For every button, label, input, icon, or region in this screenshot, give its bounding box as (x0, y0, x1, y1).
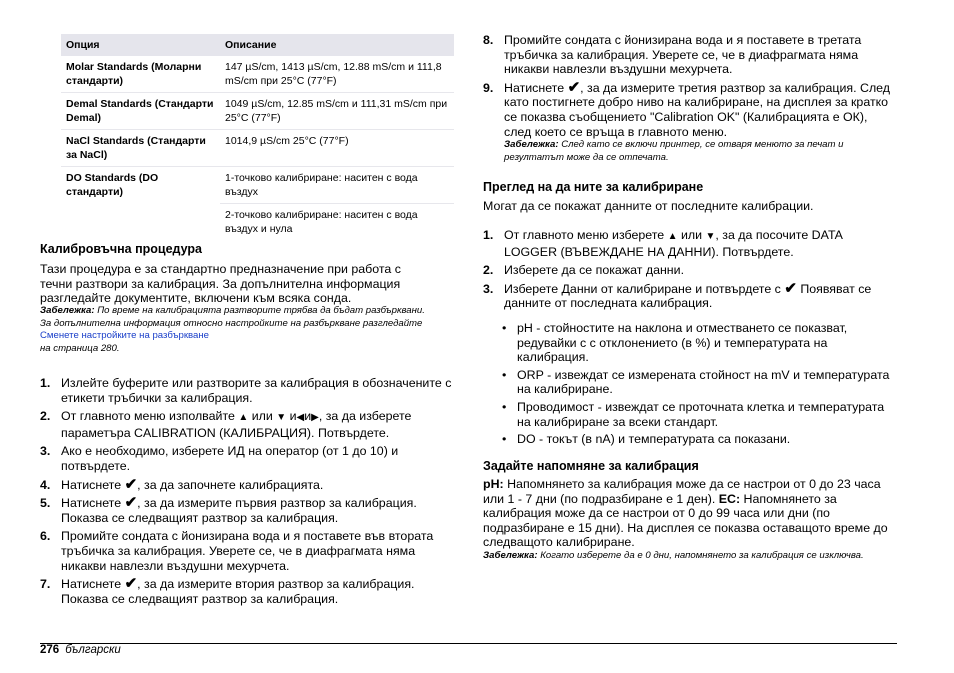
table-header-option: Опция (61, 34, 220, 56)
table-cell-description: 1049 µS/cm, 12.85 mS/cm и 111,31 mS/cm при 25°C (77°F) (220, 93, 454, 130)
arrow-up-icon: ▲ (667, 231, 678, 242)
page-number: 276 (40, 644, 60, 656)
list-item: • DO - токът (в nA) и температурата са показани. (502, 432, 791, 447)
list-item: • Проводимост - извеждат се проточната клетка и температурата на калибриране за всеки стандарт. (502, 399, 885, 429)
review-intro: Могат да се покажат данните от последните калибрации. (483, 199, 814, 213)
note-label: Забележка: (483, 550, 538, 561)
list-item: 7. Натиснете ✔, за да измерите втория разтвор за калибрация. Показва се следващият разтвор за калибрация. (40, 575, 415, 606)
list-item: 9. Натиснете ✔, за да измерите третия разтвор за калибрация. След като постигнете добро ниво на калибриране, на дисплея за кратко се показва съобщението "Calibration OK" (Калибрацията е ОК), след което се връща в главното меню. (483, 78, 891, 139)
review-steps (483, 228, 897, 311)
table-row (61, 93, 454, 130)
list-item: 1. Излейте буферите или разтворите за калибрация в обозначените с етикети тръбички за калибрация. (40, 376, 452, 405)
arrow-down-icon: ▼ (276, 412, 287, 424)
table-cell-description: 1014,9 µS/cm 25°C (77°F) (220, 130, 454, 167)
table-row (61, 130, 454, 167)
stirring-settings-link[interactable]: Сменете настройките на разбъркване (40, 330, 209, 342)
checkmark-icon: ✔ (567, 78, 581, 96)
checkmark-icon: ✔ (124, 494, 138, 512)
table-cell-description: 147 µS/cm, 1413 µS/cm, 12.88 mS/cm и 111,8 mS/cm при 25°C (77°F) (220, 56, 454, 93)
checkmark-icon: ✔ (124, 575, 138, 593)
checkmark-icon: ✔ (124, 475, 138, 493)
list-item: 3. Ако е необходимо, изберете ИД на оператор (от 1 до 10) и потвърдете. (40, 444, 399, 473)
calibration-steps-continued (483, 33, 897, 139)
review-bullets (502, 321, 897, 450)
checkmark-icon: ✔ (784, 279, 797, 297)
list-item: 3. Изберете Данни от калибриране и потвърдете с ✔ Появяват се данните от последната калибрация. (483, 279, 872, 311)
arrow-up-icon: ▲ (238, 412, 249, 424)
table-cell-description: 1-точково калибриране: наситен с вода въздух (220, 167, 454, 204)
reminder-text: pH: Напомнянето за калибрация може да се настрои от 0 до 23 часа или 1 - 7 дни (по подразбиране е 1 ден). EC: Напомнянето за калибрация може да се настрои от 0 до 99 часа или дни (по подразбиране е 15 дни). На дисплея се показва оставащото време до следващото калибриране. (483, 477, 888, 550)
arrow-right-icon: ▶ (311, 412, 319, 424)
table-header-row (61, 34, 454, 56)
table-cell-description: 2-точково калибриране: наситен с вода въздух и нула (225, 209, 418, 235)
calibration-intro: Тази процедура е за стандартно предназначение при работа с течни разтвори за калибрация. За допълнителна информация разгледайте документите, включени към всяка сонда. (40, 262, 401, 306)
print-note (504, 139, 898, 164)
list-item: 1. От главното меню изберете ▲ или ▼, за да посочите DATA LOGGER (ВЪВЕЖДАНЕ НА ДАННИ). Потвърдете. (483, 228, 843, 259)
table-cell-option: Demal Standards (Стандарти Demal) (61, 93, 220, 130)
note-label: Забележка: (40, 305, 95, 316)
footer-rule (40, 643, 897, 644)
list-item: 4. Натиснете ✔, за да започнете калибрацията. (40, 475, 324, 493)
list-item: 2. От главното меню изполвайте ▲ или ▼ и◀и▶, за да изберете параметъра CALIBRATION (КАЛИБРАЦИЯ). Потвърдете. (40, 409, 412, 440)
calibration-steps (40, 376, 454, 606)
table-header-description: Описание (220, 34, 454, 56)
list-item: 6. Промийте сондата с йонизирана вода и я поставете във втората тръбичка за калибрация. Уверете се, че в диафрагмата няма никакви навлезли въздушни мехурчета. (40, 529, 434, 573)
table-row (61, 56, 454, 93)
note-text: След като се включи принтер, се отваря менюто за печат и резултатът може да се отпечата. (504, 139, 844, 163)
table-row (61, 167, 454, 204)
table-cell-option: DO Standards (DO стандарти) (66, 172, 159, 198)
note-text: По време на калибрацията разтворите трябва да бъдат разбърквани. За допълнителна информация относно настройките на разбъркване разгледайте (40, 305, 425, 329)
calibration-reminder-heading: Задайте напомняне за калибрация (483, 459, 699, 473)
list-item: 2. Изберете да се покажат данни. (483, 263, 685, 278)
arrow-down-icon: ▼ (705, 231, 716, 242)
table-cell-option: NaCl Standards (Стандарти за NaCl) (61, 130, 220, 167)
calibration-procedure-heading: Калибровъчна процедура (40, 242, 202, 256)
note-label: Забележка: (504, 139, 559, 150)
list-item: 5. Натиснете ✔, за да измерите първия разтвор за калибрация. Показва се следващият разтвор за калибрация. (40, 494, 417, 525)
reminder-note (483, 550, 883, 563)
page-footer (40, 644, 121, 656)
list-item: • pH - стойностите на наклона и отместването се показват, редувайки с с отклонението (в %) и температурата на калибрация. (502, 321, 848, 365)
list-item: 8. Промийте сондата с йонизирана вода и я поставете в третата тръбичка за калибрация. Уверете се, че в диафрагмата няма никакви навлезли въздушни мехурчета. (483, 33, 862, 77)
calibration-note (40, 305, 430, 355)
table-cell-option: Molar Standards (Моларни стандарти) (61, 56, 220, 93)
list-item: • ORP - извеждат се измерената стойност на mV и температурата на калибриране. (502, 367, 890, 397)
note-text: Когато изберете да е 0 дни, напомнянето за калибрация се изключва. (540, 550, 864, 561)
options-table (61, 34, 454, 240)
footer-language: български (65, 644, 121, 656)
review-calibration-heading: Преглед на да ните за калибриране (483, 180, 704, 194)
note-page-ref: на страница 280. (40, 342, 120, 354)
arrow-left-icon: ◀ (296, 412, 305, 424)
